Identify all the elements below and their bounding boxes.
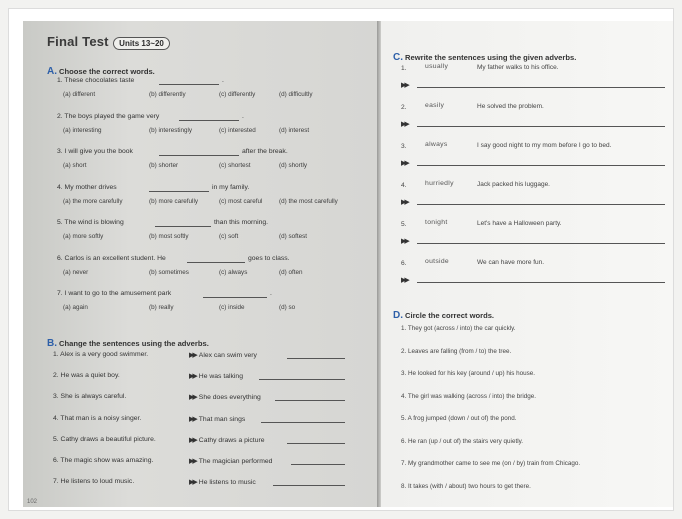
answer-option[interactable]: (b) differently bbox=[149, 91, 186, 98]
given-adverb: hurriedly bbox=[425, 180, 454, 187]
answer-option[interactable]: (c) soft bbox=[219, 233, 239, 240]
page-number: 102 bbox=[27, 499, 38, 505]
original-sentence: He solved the problem. bbox=[477, 103, 544, 110]
section-title: Rewrite the sentences using the given adverbs. bbox=[405, 53, 577, 62]
sentence-rewrite bbox=[189, 457, 272, 465]
question-tail: than this morning. bbox=[214, 219, 269, 226]
sentence-rewrite bbox=[189, 478, 256, 486]
section-b-heading bbox=[47, 333, 209, 351]
arrow-icon: ▶▶ bbox=[189, 415, 196, 423]
section-title: Change the sentences using the adverbs. bbox=[59, 339, 209, 348]
sentence-rewrite bbox=[189, 415, 245, 423]
circle-question[interactable]: 2. Leaves are falling (from / to) the tree. bbox=[401, 347, 512, 355]
question-stem: 7. I want to go to the amusement park bbox=[57, 290, 172, 297]
answer-option[interactable]: (d) difficultly bbox=[279, 91, 313, 98]
section-title: Choose the correct words. bbox=[59, 67, 155, 76]
answer-option[interactable]: (a) short bbox=[63, 162, 87, 169]
answer-option[interactable]: (c) differently bbox=[219, 91, 256, 98]
sentence-rewrite bbox=[189, 372, 243, 380]
question-stem: 1. These chocolates taste bbox=[57, 77, 135, 84]
item-number: 6. bbox=[401, 260, 407, 267]
given-adverb: outside bbox=[425, 258, 450, 265]
sentence-rewrite bbox=[189, 393, 261, 401]
question-tail: in my family. bbox=[212, 183, 250, 191]
answer-option[interactable]: (c) shortest bbox=[219, 162, 251, 169]
sentence-original: 5. Cathy draws a beautiful picture. bbox=[53, 435, 156, 443]
circle-question[interactable]: 1. They got (across / into) the car quickly. bbox=[401, 325, 516, 332]
section-title: Circle the correct words. bbox=[405, 311, 495, 320]
original-sentence: My father walks to his office. bbox=[477, 64, 559, 71]
answer-option[interactable]: (d) often bbox=[279, 268, 303, 276]
answer-blank[interactable] bbox=[273, 485, 345, 486]
answer-option[interactable]: (c) always bbox=[219, 268, 248, 276]
left-page bbox=[23, 21, 379, 507]
original-sentence: Let's have a Halloween party. bbox=[477, 220, 562, 227]
answer-line[interactable] bbox=[417, 165, 665, 166]
answer-option[interactable]: (d) so bbox=[279, 304, 296, 311]
circle-question[interactable]: 3. He looked for his key (around / up) his house. bbox=[401, 370, 536, 377]
question-stem: 6. Carlos is an excellent student. He bbox=[57, 254, 166, 262]
question-stem: 5. The wind is blowing bbox=[57, 219, 124, 226]
rewrite-prompt: She does everything bbox=[198, 394, 261, 402]
original-sentence: We can have more fun. bbox=[477, 259, 545, 266]
answer-option[interactable]: (c) inside bbox=[219, 304, 245, 311]
answer-option[interactable]: (a) the more carefully bbox=[63, 197, 123, 205]
question-stem: 2. The boys played the game very bbox=[57, 112, 160, 120]
rewrite-prompt: He listens to music bbox=[198, 479, 256, 487]
circle-question[interactable]: 6. He ran (up / out of) the stairs very quietly. bbox=[401, 437, 524, 445]
sentence-original: 4. That man is a noisy singer. bbox=[53, 414, 142, 422]
answer-option[interactable]: (b) shorter bbox=[149, 162, 179, 169]
answer-blank[interactable] bbox=[159, 155, 239, 156]
sentence-original: 2. He was a quiet boy. bbox=[53, 372, 120, 380]
section-letter: C. bbox=[393, 52, 403, 63]
question-stem: 4. My mother drives bbox=[57, 183, 117, 191]
question-tail: . bbox=[270, 290, 272, 297]
section-d-heading bbox=[393, 305, 494, 323]
question-stem: 3. I will give you the book bbox=[57, 148, 133, 155]
answer-option[interactable]: (a) interesting bbox=[63, 126, 102, 134]
given-adverb: tonight bbox=[425, 219, 448, 226]
answer-blank[interactable] bbox=[159, 84, 219, 85]
answer-option[interactable]: (d) softest bbox=[279, 233, 307, 240]
answer-option[interactable]: (d) interest bbox=[279, 126, 310, 134]
photo-frame bbox=[8, 8, 674, 511]
arrow-icon: ▶▶ bbox=[401, 238, 408, 245]
arrow-icon: ▶▶ bbox=[401, 277, 408, 284]
answer-blank[interactable] bbox=[287, 443, 345, 444]
arrow-icon: ▶▶ bbox=[401, 199, 408, 206]
units-badge: Units 13~20 bbox=[113, 37, 170, 50]
arrow-icon: ▶▶ bbox=[189, 458, 196, 465]
given-adverb: always bbox=[425, 141, 448, 148]
arrow-icon: ▶▶ bbox=[189, 436, 196, 444]
answer-blank[interactable] bbox=[155, 226, 211, 227]
answer-option[interactable]: (c) most careful bbox=[219, 197, 263, 205]
answer-line[interactable] bbox=[417, 126, 665, 127]
rewrite-prompt: He was talking bbox=[198, 373, 243, 381]
answer-option[interactable]: (b) sometimes bbox=[149, 268, 189, 276]
circle-question[interactable]: 4. The girl was walking (across / into) the bridge. bbox=[401, 392, 536, 400]
answer-line[interactable] bbox=[417, 87, 665, 88]
original-sentence: I say good night to my mom before I go to bed. bbox=[477, 142, 612, 149]
answer-option[interactable]: (a) different bbox=[63, 91, 96, 98]
item-number: 3. bbox=[401, 143, 407, 150]
test-title: Final Test bbox=[47, 34, 109, 49]
answer-option[interactable]: (b) more carefully bbox=[149, 197, 198, 205]
arrow-icon: ▶▶ bbox=[189, 479, 196, 487]
answer-blank[interactable] bbox=[149, 191, 209, 192]
answer-option[interactable]: (a) again bbox=[63, 304, 88, 311]
circle-question[interactable]: 8. It takes (with / about) two hours to get there. bbox=[401, 482, 531, 490]
arrow-icon: ▶▶ bbox=[189, 373, 196, 381]
item-number: 2. bbox=[401, 104, 407, 111]
section-letter: A. bbox=[47, 66, 57, 77]
answer-option[interactable]: (b) interestingly bbox=[149, 126, 193, 134]
sentence-original: 1. Alex is a very good swimmer. bbox=[53, 351, 149, 358]
open-workbook bbox=[23, 21, 673, 507]
sentence-original: 6. The magic show was amazing. bbox=[53, 457, 154, 464]
sentence-original: 3. She is always careful. bbox=[53, 393, 127, 401]
section-letter: B. bbox=[47, 338, 57, 349]
given-adverb: easily bbox=[425, 102, 445, 109]
item-number: 1. bbox=[401, 65, 407, 72]
answer-option[interactable]: (b) really bbox=[149, 304, 174, 311]
circle-question[interactable]: 5. A frog jumped (down / out of) the pond. bbox=[401, 415, 517, 422]
sentence-original: 7. He listens to loud music. bbox=[53, 478, 135, 486]
arrow-icon: ▶▶ bbox=[401, 160, 408, 167]
item-number: 5. bbox=[401, 221, 407, 228]
arrow-icon: ▶▶ bbox=[401, 121, 408, 128]
answer-option[interactable]: (a) more softly bbox=[63, 233, 104, 240]
section-c-heading bbox=[393, 47, 576, 65]
answer-option[interactable]: (d) shortly bbox=[279, 162, 307, 169]
page-header bbox=[47, 33, 170, 51]
answer-blank[interactable] bbox=[203, 297, 267, 298]
section-letter: D. bbox=[393, 310, 403, 321]
answer-blank[interactable] bbox=[187, 262, 245, 263]
answer-option[interactable]: (d) the most carefully bbox=[279, 197, 338, 205]
original-sentence: Jack packed his luggage. bbox=[477, 181, 550, 188]
rewrite-prompt: Cathy draws a picture bbox=[198, 436, 265, 444]
answer-line[interactable] bbox=[417, 204, 665, 205]
answer-line[interactable] bbox=[417, 243, 665, 244]
question-tail: after the break. bbox=[242, 148, 288, 155]
answer-blank[interactable] bbox=[259, 379, 345, 380]
arrow-icon: ▶▶ bbox=[189, 352, 196, 359]
sentence-rewrite bbox=[189, 436, 265, 444]
circle-question[interactable]: 7. My grandmother came to see me (on / by) train from Chicago. bbox=[401, 460, 581, 467]
answer-option[interactable]: (c) interested bbox=[219, 126, 256, 134]
rewrite-prompt: Alex can swim very bbox=[198, 352, 257, 359]
rewrite-prompt: The magician performed bbox=[198, 458, 273, 465]
answer-blank[interactable] bbox=[179, 120, 239, 121]
right-page bbox=[381, 21, 673, 507]
question-tail: goes to class. bbox=[248, 254, 290, 262]
question-tail: . bbox=[242, 112, 244, 120]
arrow-icon: ▶▶ bbox=[189, 394, 196, 402]
answer-blank[interactable] bbox=[261, 422, 345, 423]
question-tail: . bbox=[222, 77, 224, 84]
item-number: 4. bbox=[401, 182, 407, 189]
rewrite-prompt: That man sings bbox=[198, 415, 246, 423]
answer-blank[interactable] bbox=[291, 464, 345, 465]
given-adverb: usually bbox=[425, 63, 449, 70]
answer-line[interactable] bbox=[417, 282, 665, 283]
answer-blank[interactable] bbox=[275, 400, 345, 401]
answer-option[interactable]: (a) never bbox=[63, 268, 89, 276]
answer-option[interactable]: (b) most softly bbox=[149, 233, 189, 240]
sentence-rewrite bbox=[189, 351, 257, 359]
answer-blank[interactable] bbox=[287, 358, 345, 359]
arrow-icon: ▶▶ bbox=[401, 82, 408, 89]
